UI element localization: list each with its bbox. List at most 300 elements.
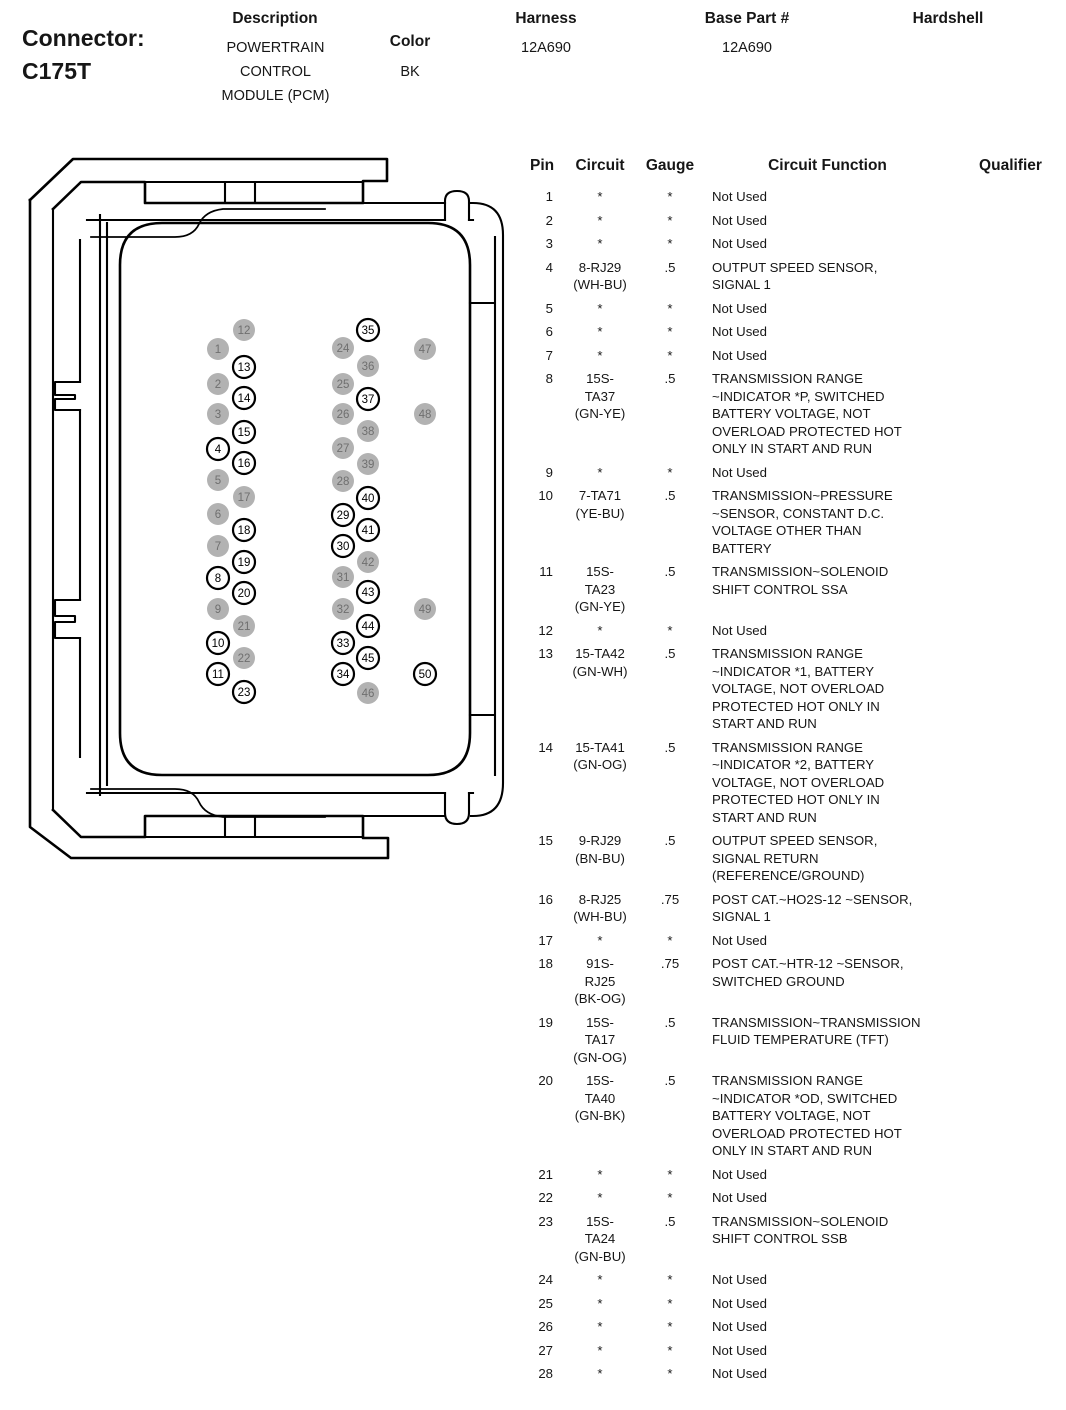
pin-table-row <box>530 832 1066 885</box>
circuit-cell: * <box>597 932 603 948</box>
gauge-cell: * <box>667 1295 673 1311</box>
pin-number-cell: 17 <box>538 932 553 948</box>
pin-table-header <box>530 157 1066 175</box>
pin-table-row <box>530 188 1066 206</box>
pin-number-cell: 19 <box>538 1014 553 1030</box>
circuit-function-cell: Not Used <box>712 300 767 316</box>
gauge-cell: .5 <box>664 833 676 848</box>
circuit-cell: * <box>597 1319 603 1334</box>
pin-number-cell: 16 <box>538 891 553 907</box>
circuit-cell: 15S- TA37 (GN-YE) <box>574 371 626 421</box>
circuit-cell: * <box>597 1366 603 1381</box>
pin-table-row <box>530 1014 1066 1067</box>
svg-text:29: 29 <box>336 510 350 522</box>
qualifier-cell <box>955 955 1066 1008</box>
svg-text:46: 46 <box>361 688 375 700</box>
pin-table-row <box>530 323 1066 341</box>
gauge-cell: * <box>667 300 673 316</box>
circuit-cell: 9-RJ29 (BN-BU) <box>575 833 625 866</box>
circuit-cell: 8-RJ25 (WH-BU) <box>573 891 627 924</box>
inner-cavity-outline <box>120 223 470 775</box>
pin-number-cell: 26 <box>538 1319 553 1334</box>
pin-number-cell: 6 <box>545 324 553 339</box>
gauge-cell: * <box>667 1342 673 1358</box>
svg-text:26: 26 <box>336 409 350 421</box>
qualifier-cell <box>955 645 1066 733</box>
pin-35-marker <box>357 319 379 341</box>
circuit-cell: 15S- TA24 (GN-BU) <box>574 1213 626 1264</box>
pin-4-marker <box>207 438 229 460</box>
circuit-function-cell: OUTPUT SPEED SENSOR, SIGNAL 1 <box>712 259 878 292</box>
svg-text:8: 8 <box>214 573 222 585</box>
pin-number-cell: 13 <box>538 646 553 661</box>
pin-number-cell: 12 <box>538 622 553 638</box>
pin-40-marker <box>357 487 379 509</box>
pin-38-marker <box>357 420 379 442</box>
svg-text:20: 20 <box>237 588 251 600</box>
qualifier-cell <box>955 1213 1066 1266</box>
pin-table-row <box>530 235 1066 253</box>
gauge-cell: .75 <box>660 891 680 907</box>
left-notch-lower <box>55 600 80 638</box>
pin-table-row <box>530 300 1066 318</box>
gauge-cell: .75 <box>660 956 680 971</box>
circuit-cell: * <box>597 1272 603 1287</box>
gauge-cell: .5 <box>664 739 676 755</box>
svg-text:30: 30 <box>336 541 350 553</box>
pin-50-marker <box>414 663 436 685</box>
circuit-function-cell: Not Used <box>712 1272 767 1287</box>
qualifier-cell <box>955 370 1066 458</box>
gauge-cell: .5 <box>664 1073 676 1088</box>
pin-3-marker <box>207 403 229 425</box>
pin-37-marker <box>357 388 379 410</box>
second-contour-left <box>53 209 80 810</box>
pin-number-cell: 24 <box>538 1272 553 1287</box>
svg-text:7: 7 <box>214 541 222 553</box>
pin-32-marker <box>332 598 354 620</box>
connector-face-drawing <box>25 145 515 885</box>
shell-top-line <box>87 220 473 793</box>
circuit-cell: 8-RJ29 (WH-BU) <box>573 259 627 292</box>
qualifier-cell <box>955 1318 1066 1336</box>
connector-diagram <box>25 145 515 885</box>
qualifier-cell <box>955 300 1066 318</box>
svg-text:10: 10 <box>211 638 225 650</box>
svg-text:18: 18 <box>237 525 251 537</box>
gauge-cell: * <box>667 1166 673 1182</box>
pin-36-marker <box>357 355 379 377</box>
gauge-cell: .5 <box>664 259 676 275</box>
svg-text:27: 27 <box>336 443 350 455</box>
circuit-function-cell: TRANSMISSION~TRANSMISSION FLUID TEMPERATURE (TFT) <box>712 1014 921 1047</box>
circuit-function-cell: Not Used <box>712 1295 767 1311</box>
circuit-function-column-header: Circuit Function <box>768 157 887 174</box>
pin-table-row <box>530 1072 1066 1160</box>
svg-text:48: 48 <box>418 409 432 421</box>
svg-text:23: 23 <box>237 687 251 699</box>
svg-text:47: 47 <box>418 344 432 356</box>
pin-42-marker <box>357 551 379 573</box>
circuit-cell: * <box>597 212 603 228</box>
pin-7-marker <box>207 535 229 557</box>
hardshell-column-label: Hardshell <box>912 10 984 27</box>
svg-text:45: 45 <box>361 653 375 665</box>
pin-number-cell: 7 <box>545 347 553 363</box>
pin-table-row <box>530 1342 1066 1360</box>
gauge-cell: .5 <box>664 371 676 386</box>
pin-34-marker <box>332 663 354 685</box>
gauge-cell: * <box>667 189 673 204</box>
svg-text:43: 43 <box>361 587 375 599</box>
pin-48-marker <box>414 403 436 425</box>
svg-text:36: 36 <box>361 361 375 373</box>
pin-number-cell: 27 <box>538 1342 553 1358</box>
gauge-cell: * <box>667 212 673 228</box>
svg-text:19: 19 <box>237 557 251 569</box>
pin-table-row <box>530 645 1066 733</box>
qualifier-cell <box>955 1014 1066 1067</box>
svg-text:3: 3 <box>214 409 222 421</box>
qualifier-cell <box>955 1189 1066 1207</box>
outer-housing-outline <box>30 159 387 209</box>
pin-table-row <box>530 1271 1066 1289</box>
gauge-cell: * <box>667 932 673 948</box>
svg-text:28: 28 <box>336 476 350 488</box>
svg-text:50: 50 <box>418 669 432 681</box>
color-column-label: Color <box>389 33 431 50</box>
pin-33-marker <box>332 632 354 654</box>
pin-25-marker <box>332 373 354 395</box>
pin-43-marker <box>357 581 379 603</box>
circuit-function-cell: TRANSMISSION RANGE ~INDICATOR *1, BATTERY VOLTAGE, NOT OVERLOAD PROTECTED HOT ONLY IN START AND RUN <box>712 646 885 731</box>
svg-text:21: 21 <box>237 621 251 633</box>
pin-table-row <box>530 487 1066 557</box>
qualifier-cell <box>955 1072 1066 1160</box>
pin-16-marker <box>233 452 255 474</box>
circuit-function-cell: TRANSMISSION RANGE ~INDICATOR *OD, SWITCHED BATTERY VOLTAGE, NOT OVERLOAD PROTECTED HOT ONLY IN START AND RUN <box>712 1073 902 1158</box>
circuit-function-cell: POST CAT.~HO2S-12 ~SENSOR, SIGNAL 1 <box>712 891 913 924</box>
base-part-value: 12A690 <box>722 40 772 56</box>
circuit-cell: 15S- TA17 (GN-OG) <box>573 1014 627 1065</box>
qualifier-cell <box>955 739 1066 827</box>
pin-31-marker <box>332 566 354 588</box>
description-line-2: CONTROL <box>240 64 311 80</box>
pin-table-body <box>530 188 1066 1389</box>
pin-table-row <box>530 563 1066 616</box>
circuit-function-cell: Not Used <box>712 1166 767 1182</box>
pin-49-marker <box>414 598 436 620</box>
shell-left-lines <box>100 215 107 795</box>
svg-text:31: 31 <box>336 572 350 584</box>
pin-41-marker <box>357 519 379 541</box>
description-line-1: POWERTRAIN <box>226 40 325 56</box>
gauge-cell: * <box>667 1319 673 1334</box>
circuit-function-cell: Not Used <box>712 932 767 948</box>
pin-27-marker <box>332 437 354 459</box>
circuit-cell: 7-TA71 (YE-BU) <box>575 488 625 521</box>
pin-2-marker <box>207 373 229 395</box>
harness-column-label: Harness <box>515 10 577 27</box>
pin-number-cell: 23 <box>538 1213 553 1229</box>
circuit-function-cell: Not Used <box>712 324 767 339</box>
circuit-cell: 91S- RJ25 (BK-OG) <box>574 956 626 1006</box>
pin-number-cell: 9 <box>545 464 553 480</box>
svg-text:9: 9 <box>214 604 222 616</box>
circuit-function-cell: Not Used <box>712 1319 767 1334</box>
svg-text:4: 4 <box>214 444 222 456</box>
circuit-cell: 15-TA41 (GN-OG) <box>573 739 627 772</box>
circuit-function-cell: TRANSMISSION~SOLENOID SHIFT CONTROL SSB <box>712 1213 889 1246</box>
pin-table-row <box>530 1166 1066 1184</box>
circuit-function-cell: Not Used <box>712 236 767 251</box>
pin-number-cell: 25 <box>538 1295 553 1311</box>
pin-18-marker <box>233 519 255 541</box>
pin-24-marker <box>332 337 354 359</box>
bottom-alignment-post <box>445 793 469 824</box>
svg-text:24: 24 <box>336 343 350 355</box>
pin-column-header: Pin <box>530 157 555 174</box>
color-value: BK <box>400 64 420 80</box>
pin-11-marker <box>207 663 229 685</box>
qualifier-column-header: Qualifier <box>979 157 1042 174</box>
pin-23-marker <box>233 681 255 703</box>
pin-26-marker <box>332 403 354 425</box>
gauge-cell: .5 <box>664 646 676 661</box>
gauge-cell: .5 <box>664 1014 676 1030</box>
circuit-column-header: Circuit <box>575 157 625 174</box>
pin-number-cell: 2 <box>545 212 553 228</box>
pin-table-row <box>530 347 1066 365</box>
harness-value: 12A690 <box>521 40 571 56</box>
connector-title <box>22 22 145 88</box>
pin-number-cell: 8 <box>545 371 553 386</box>
bottom-index-tab <box>225 816 255 837</box>
svg-text:49: 49 <box>418 604 432 616</box>
svg-text:2: 2 <box>214 379 222 391</box>
svg-text:13: 13 <box>237 362 251 374</box>
gauge-cell: * <box>667 347 673 363</box>
svg-text:41: 41 <box>361 525 375 537</box>
circuit-cell: * <box>597 236 603 251</box>
pin-45-marker <box>357 647 379 669</box>
circuit-function-cell: Not Used <box>712 347 767 363</box>
pin-table-row <box>530 739 1066 827</box>
pin-28-marker <box>332 470 354 492</box>
circuit-function-cell: Not Used <box>712 1366 767 1381</box>
pin-layer <box>207 319 436 704</box>
pin-table-row <box>530 955 1066 1008</box>
qualifier-cell <box>955 487 1066 557</box>
svg-text:33: 33 <box>336 638 350 650</box>
qualifier-cell <box>955 1342 1066 1360</box>
connector-label: Connector: <box>22 25 145 51</box>
qualifier-cell <box>955 1271 1066 1289</box>
pin-15-marker <box>233 421 255 443</box>
svg-text:34: 34 <box>336 669 350 681</box>
pin-table-row <box>530 1213 1066 1266</box>
pin-number-cell: 15 <box>538 833 553 848</box>
circuit-cell: * <box>597 464 603 480</box>
circuit-cell: * <box>597 347 603 363</box>
qualifier-cell <box>955 235 1066 253</box>
qualifier-cell <box>955 1166 1066 1184</box>
pin-29-marker <box>332 504 354 526</box>
pin-table-row <box>530 370 1066 458</box>
description-line-3: MODULE (PCM) <box>221 88 330 104</box>
pin-table-row <box>530 932 1066 950</box>
pin-13-marker <box>233 356 255 378</box>
svg-text:15: 15 <box>237 427 251 439</box>
pin-number-cell: 28 <box>538 1366 553 1381</box>
qualifier-cell <box>955 1295 1066 1313</box>
base-part-column-label: Base Part # <box>704 10 790 27</box>
description-column-label: Description <box>232 10 318 27</box>
circuit-function-cell: TRANSMISSION~PRESSURE ~SENSOR, CONSTANT D.C. VOLTAGE OTHER THAN BATTERY <box>712 488 893 556</box>
gauge-column-header: Gauge <box>645 157 695 174</box>
svg-text:12: 12 <box>237 325 251 337</box>
qualifier-cell <box>955 891 1066 926</box>
svg-text:14: 14 <box>237 393 251 405</box>
gauge-cell: .5 <box>664 1213 676 1229</box>
outer-housing-left-bottom-outline <box>30 200 388 858</box>
pin-19-marker <box>233 551 255 573</box>
pin-10-marker <box>207 632 229 654</box>
pin-22-marker <box>233 647 255 669</box>
connector-id: C175T <box>22 58 92 84</box>
qualifier-cell <box>955 932 1066 950</box>
description-value <box>163 36 388 108</box>
qualifier-cell <box>955 323 1066 341</box>
shell-right-line <box>470 237 495 775</box>
pin-46-marker <box>357 682 379 704</box>
circuit-function-cell: Not Used <box>712 212 767 228</box>
circuit-function-cell: TRANSMISSION~SOLENOID SHIFT CONTROL SSA <box>712 564 889 597</box>
pin-8-marker <box>207 567 229 589</box>
pin-number-cell: 1 <box>545 189 553 204</box>
pin-47-marker <box>414 338 436 360</box>
pin-number-cell: 5 <box>545 300 553 316</box>
pin-table-row <box>530 622 1066 640</box>
pin-number-cell: 3 <box>545 236 553 251</box>
svg-text:5: 5 <box>214 475 222 487</box>
svg-text:6: 6 <box>214 509 222 521</box>
svg-text:11: 11 <box>212 669 224 681</box>
circuit-function-cell: TRANSMISSION RANGE ~INDICATOR *2, BATTERY VOLTAGE, NOT OVERLOAD PROTECTED HOT ONLY IN START AND RUN <box>712 739 885 825</box>
circuit-function-cell: Not Used <box>712 1342 767 1358</box>
top-index-tab <box>225 182 255 203</box>
svg-text:1: 1 <box>214 344 222 356</box>
svg-text:38: 38 <box>361 426 375 438</box>
top-alignment-post <box>445 191 469 220</box>
circuit-cell: * <box>597 189 603 204</box>
circuit-function-cell: Not Used <box>712 1190 767 1205</box>
qualifier-cell <box>955 832 1066 885</box>
pin-number-cell: 22 <box>538 1190 553 1205</box>
pin-table-row <box>530 891 1066 926</box>
qualifier-cell <box>955 563 1066 616</box>
pin-table-row <box>530 1318 1066 1336</box>
pin-44-marker <box>357 615 379 637</box>
pin-number-cell: 10 <box>538 488 553 503</box>
pin-number-cell: 4 <box>545 259 553 275</box>
circuit-cell: * <box>597 622 603 638</box>
gauge-cell: * <box>667 464 673 480</box>
pin-table-row <box>530 1189 1066 1207</box>
gauge-cell: * <box>667 1366 673 1381</box>
circuit-cell: * <box>597 300 603 316</box>
svg-text:40: 40 <box>361 493 375 505</box>
pin-14-marker <box>233 387 255 409</box>
svg-text:32: 32 <box>336 604 350 616</box>
outer-housing-right-outline <box>363 203 503 816</box>
pin-table-row <box>530 212 1066 230</box>
qualifier-cell <box>955 259 1066 294</box>
left-notch-upper <box>55 382 80 410</box>
svg-text:39: 39 <box>361 459 375 471</box>
pin-17-marker <box>233 486 255 508</box>
gauge-cell: .5 <box>664 564 676 579</box>
pin-30-marker <box>332 535 354 557</box>
svg-text:44: 44 <box>361 621 375 633</box>
pin-number-cell: 11 <box>539 564 553 579</box>
circuit-cell: * <box>597 1295 603 1311</box>
qualifier-cell <box>955 347 1066 365</box>
gauge-cell: * <box>667 324 673 339</box>
pin-number-cell: 21 <box>538 1166 553 1182</box>
pin-table-row <box>530 1295 1066 1313</box>
gauge-cell: * <box>667 1190 673 1205</box>
svg-text:42: 42 <box>361 557 375 569</box>
gauge-cell: * <box>667 622 673 638</box>
circuit-cell: 15S- TA40 (GN-BK) <box>574 1073 626 1123</box>
circuit-cell: * <box>597 1166 603 1182</box>
qualifier-cell <box>955 622 1066 640</box>
circuit-cell: 15S- TA23 (GN-YE) <box>574 564 626 614</box>
circuit-function-cell: Not Used <box>712 189 767 204</box>
gauge-cell: * <box>667 236 673 251</box>
circuit-function-cell: Not Used <box>712 622 767 638</box>
circuit-cell: * <box>597 1342 603 1358</box>
pin-table-row <box>530 464 1066 482</box>
svg-text:35: 35 <box>361 325 375 337</box>
circuit-cell: * <box>597 1190 603 1205</box>
pin-12-marker <box>233 319 255 341</box>
circuit-function-cell: OUTPUT SPEED SENSOR, SIGNAL RETURN (REFERENCE/GROUND) <box>712 833 878 883</box>
pin-5-marker <box>207 469 229 491</box>
pin-number-cell: 20 <box>538 1073 553 1088</box>
pin-number-cell: 18 <box>538 956 553 971</box>
svg-text:16: 16 <box>237 458 251 470</box>
circuit-function-cell: POST CAT.~HTR-12 ~SENSOR, SWITCHED GROUND <box>712 956 904 989</box>
circuit-function-cell: Not Used <box>712 464 767 480</box>
pin-table-row <box>530 259 1066 294</box>
qualifier-cell <box>955 1365 1066 1383</box>
gauge-cell: .5 <box>664 488 676 503</box>
circuit-cell: 15-TA42 (GN-WH) <box>572 646 628 679</box>
pin-39-marker <box>357 453 379 475</box>
circuit-function-cell: TRANSMISSION RANGE ~INDICATOR *P, SWITCHED BATTERY VOLTAGE, NOT OVERLOAD PROTECTED HOT ONLY IN START AND RUN <box>712 371 902 456</box>
svg-text:17: 17 <box>237 492 251 504</box>
qualifier-cell <box>955 464 1066 482</box>
svg-text:25: 25 <box>336 379 350 391</box>
pin-20-marker <box>233 582 255 604</box>
svg-text:37: 37 <box>361 394 375 406</box>
svg-text:22: 22 <box>237 653 251 665</box>
pin-number-cell: 14 <box>538 739 553 755</box>
circuit-cell: * <box>597 324 603 339</box>
pin-table-row <box>530 1365 1066 1383</box>
